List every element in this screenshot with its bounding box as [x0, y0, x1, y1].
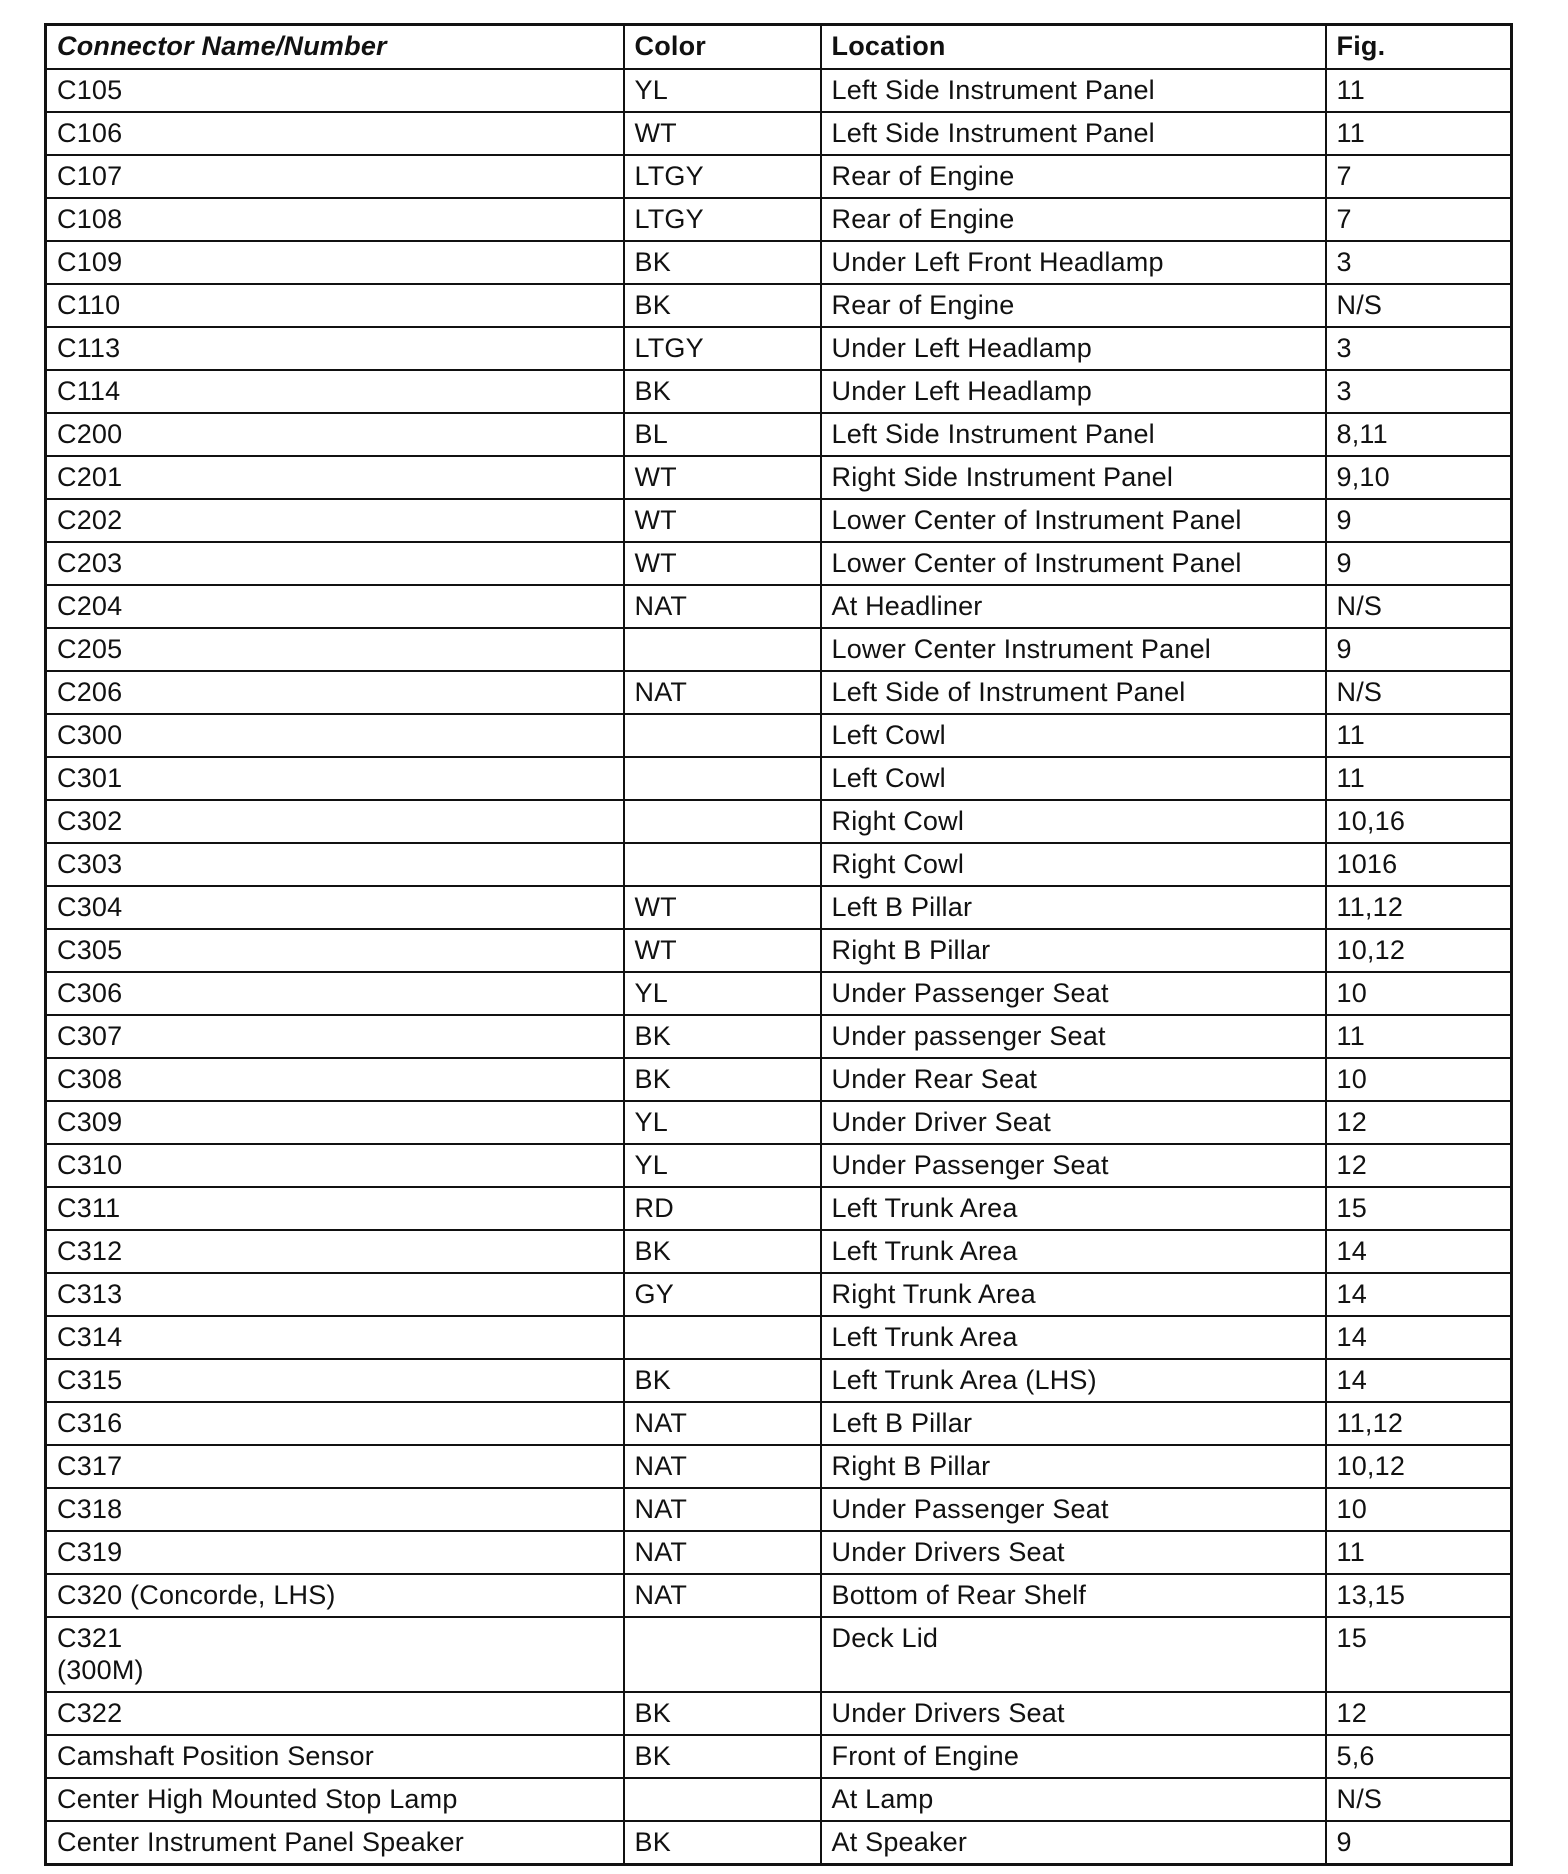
cell-color: BK	[624, 1058, 821, 1101]
cell-connector-name: C203	[46, 542, 624, 585]
column-header-fig: Fig.	[1326, 25, 1512, 70]
table-row	[46, 671, 1512, 714]
cell-location: Right B Pillar	[821, 929, 1326, 972]
table-row	[46, 542, 1512, 585]
table-row	[46, 1488, 1512, 1531]
table-row	[46, 757, 1512, 800]
cell-fig: 12	[1326, 1692, 1512, 1735]
cell-fig: 12	[1326, 1101, 1512, 1144]
cell-color	[624, 843, 821, 886]
cell-connector-name: Camshaft Position Sensor	[46, 1735, 624, 1778]
cell-location: Left Trunk Area	[821, 1187, 1326, 1230]
table-row	[46, 1273, 1512, 1316]
cell-color	[624, 1617, 821, 1692]
table-row	[46, 241, 1512, 284]
cell-fig: 10,12	[1326, 929, 1512, 972]
document-page	[44, 23, 1510, 1866]
cell-color: WT	[624, 499, 821, 542]
cell-connector-name: C308	[46, 1058, 624, 1101]
cell-fig: 14	[1326, 1359, 1512, 1402]
cell-connector-name: C205	[46, 628, 624, 671]
cell-connector-name: C315	[46, 1359, 624, 1402]
cell-color: BK	[624, 1692, 821, 1735]
table-row	[46, 1531, 1512, 1574]
cell-color: RD	[624, 1187, 821, 1230]
cell-fig: 14	[1326, 1316, 1512, 1359]
cell-fig: 10	[1326, 972, 1512, 1015]
cell-connector-name: C114	[46, 370, 624, 413]
cell-color: NAT	[624, 585, 821, 628]
cell-color: WT	[624, 456, 821, 499]
cell-connector-name: C316	[46, 1402, 624, 1445]
cell-connector-name: C300	[46, 714, 624, 757]
cell-connector-name: C302	[46, 800, 624, 843]
cell-fig: 11,12	[1326, 886, 1512, 929]
cell-fig: 14	[1326, 1230, 1512, 1273]
cell-connector-name: C309	[46, 1101, 624, 1144]
cell-color: WT	[624, 886, 821, 929]
table-row	[46, 1821, 1512, 1865]
table-row	[46, 1692, 1512, 1735]
cell-color	[624, 1316, 821, 1359]
table-row	[46, 714, 1512, 757]
cell-color: YL	[624, 972, 821, 1015]
table-row	[46, 1316, 1512, 1359]
cell-connector-name: C110	[46, 284, 624, 327]
cell-location: Right Cowl	[821, 800, 1326, 843]
cell-connector-name: C202	[46, 499, 624, 542]
table-row	[46, 929, 1512, 972]
cell-connector-name: C310	[46, 1144, 624, 1187]
cell-location: Left Side Instrument Panel	[821, 413, 1326, 456]
table-row	[46, 1617, 1512, 1692]
cell-fig: 11	[1326, 714, 1512, 757]
cell-color: BK	[624, 284, 821, 327]
cell-location: Rear of Engine	[821, 284, 1326, 327]
column-header-location: Location	[821, 25, 1326, 70]
table-row	[46, 628, 1512, 671]
table-row	[46, 370, 1512, 413]
cell-location: Left Side Instrument Panel	[821, 112, 1326, 155]
cell-location: Left Trunk Area	[821, 1316, 1326, 1359]
table-row	[46, 972, 1512, 1015]
table-row	[46, 327, 1512, 370]
table-row	[46, 198, 1512, 241]
cell-fig: 7	[1326, 155, 1512, 198]
table-row	[46, 1445, 1512, 1488]
table-row	[46, 284, 1512, 327]
cell-connector-name: C312	[46, 1230, 624, 1273]
column-header-color: Color	[624, 25, 821, 70]
cell-connector-name: C311	[46, 1187, 624, 1230]
table-row	[46, 1359, 1512, 1402]
table-row	[46, 1735, 1512, 1778]
cell-location: Left B Pillar	[821, 886, 1326, 929]
cell-location: Under Left Headlamp	[821, 327, 1326, 370]
table-row	[46, 1574, 1512, 1617]
cell-connector-name: C204	[46, 585, 624, 628]
cell-color: BK	[624, 1230, 821, 1273]
cell-fig: 11	[1326, 757, 1512, 800]
cell-location: Under Passenger Seat	[821, 972, 1326, 1015]
table-row	[46, 1015, 1512, 1058]
cell-connector-name: C106	[46, 112, 624, 155]
cell-connector-name: C201	[46, 456, 624, 499]
cell-fig: 10,12	[1326, 1445, 1512, 1488]
cell-connector-name: C322	[46, 1692, 624, 1735]
cell-location: Left B Pillar	[821, 1402, 1326, 1445]
cell-fig: 12	[1326, 1144, 1512, 1187]
cell-fig: 14	[1326, 1273, 1512, 1316]
cell-color: BL	[624, 413, 821, 456]
cell-location: Under passenger Seat	[821, 1015, 1326, 1058]
cell-location: Lower Center of Instrument Panel	[821, 499, 1326, 542]
cell-location: Front of Engine	[821, 1735, 1326, 1778]
cell-color: GY	[624, 1273, 821, 1316]
cell-connector-name: C113	[46, 327, 624, 370]
cell-fig: 9	[1326, 628, 1512, 671]
cell-fig: N/S	[1326, 671, 1512, 714]
cell-connector-name: C109	[46, 241, 624, 284]
connector-table	[44, 23, 1513, 1866]
cell-location: Under Driver Seat	[821, 1101, 1326, 1144]
cell-color: BK	[624, 1735, 821, 1778]
table-row	[46, 1402, 1512, 1445]
cell-color: BK	[624, 1359, 821, 1402]
cell-color: WT	[624, 112, 821, 155]
table-row	[46, 499, 1512, 542]
cell-fig: 11	[1326, 1531, 1512, 1574]
table-row	[46, 69, 1512, 112]
cell-color: BK	[624, 1015, 821, 1058]
cell-location: Under Drivers Seat	[821, 1531, 1326, 1574]
cell-fig: 3	[1326, 370, 1512, 413]
cell-fig: 11,12	[1326, 1402, 1512, 1445]
cell-location: Under Rear Seat	[821, 1058, 1326, 1101]
cell-fig: 11	[1326, 69, 1512, 112]
cell-location: Lower Center Instrument Panel	[821, 628, 1326, 671]
cell-fig: 9	[1326, 542, 1512, 585]
cell-fig: 10	[1326, 1058, 1512, 1101]
table-row	[46, 456, 1512, 499]
cell-fig: 9	[1326, 499, 1512, 542]
cell-location: Left Side Instrument Panel	[821, 69, 1326, 112]
cell-location: Left Side of Instrument Panel	[821, 671, 1326, 714]
cell-fig: N/S	[1326, 585, 1512, 628]
cell-location: Under Passenger Seat	[821, 1144, 1326, 1187]
cell-location: Under Left Front Headlamp	[821, 241, 1326, 284]
cell-color: BK	[624, 370, 821, 413]
cell-color: WT	[624, 542, 821, 585]
cell-location: Rear of Engine	[821, 155, 1326, 198]
table-row	[46, 1101, 1512, 1144]
table-row	[46, 1230, 1512, 1273]
cell-color	[624, 800, 821, 843]
cell-location: Rear of Engine	[821, 198, 1326, 241]
cell-connector-name: C105	[46, 69, 624, 112]
cell-color: BK	[624, 1821, 821, 1865]
cell-color: LTGY	[624, 327, 821, 370]
table-row	[46, 585, 1512, 628]
table-row	[46, 800, 1512, 843]
cell-connector-name: C206	[46, 671, 624, 714]
cell-location: Right B Pillar	[821, 1445, 1326, 1488]
cell-fig: 8,11	[1326, 413, 1512, 456]
cell-connector-name: C107	[46, 155, 624, 198]
cell-color: LTGY	[624, 155, 821, 198]
cell-connector-name: C200	[46, 413, 624, 456]
cell-connector-name: C307	[46, 1015, 624, 1058]
table-row	[46, 1144, 1512, 1187]
cell-color: NAT	[624, 671, 821, 714]
cell-color: NAT	[624, 1445, 821, 1488]
cell-color	[624, 1778, 821, 1821]
table-row	[46, 886, 1512, 929]
cell-location: Deck Lid	[821, 1617, 1326, 1692]
cell-color	[624, 714, 821, 757]
cell-location: At Speaker	[821, 1821, 1326, 1865]
cell-location: Left Trunk Area	[821, 1230, 1326, 1273]
table-row	[46, 413, 1512, 456]
cell-fig: 11	[1326, 1015, 1512, 1058]
cell-fig: N/S	[1326, 284, 1512, 327]
cell-fig: 13,15	[1326, 1574, 1512, 1617]
table-row	[46, 155, 1512, 198]
cell-fig: 9	[1326, 1821, 1512, 1865]
cell-fig: 10,16	[1326, 800, 1512, 843]
cell-location: Left Cowl	[821, 714, 1326, 757]
table-body	[46, 69, 1512, 1865]
table-row	[46, 1058, 1512, 1101]
cell-color: WT	[624, 929, 821, 972]
cell-color	[624, 757, 821, 800]
cell-color: NAT	[624, 1402, 821, 1445]
cell-connector-name: Center Instrument Panel Speaker	[46, 1821, 624, 1865]
table-row	[46, 1778, 1512, 1821]
cell-fig: 11	[1326, 112, 1512, 155]
cell-fig: 10	[1326, 1488, 1512, 1531]
cell-connector-name: C318	[46, 1488, 624, 1531]
cell-location: Lower Center of Instrument Panel	[821, 542, 1326, 585]
cell-color: NAT	[624, 1488, 821, 1531]
cell-location: Left Cowl	[821, 757, 1326, 800]
cell-location: Under Drivers Seat	[821, 1692, 1326, 1735]
cell-connector-name: C317	[46, 1445, 624, 1488]
cell-color: YL	[624, 1101, 821, 1144]
table-header-row	[46, 25, 1512, 70]
cell-color: NAT	[624, 1531, 821, 1574]
cell-location: Under Left Headlamp	[821, 370, 1326, 413]
cell-fig: 3	[1326, 327, 1512, 370]
cell-fig: 9,10	[1326, 456, 1512, 499]
cell-fig: N/S	[1326, 1778, 1512, 1821]
column-header-connector-name: Connector Name/Number	[46, 25, 624, 70]
cell-connector-name: C305	[46, 929, 624, 972]
cell-connector-name: C314	[46, 1316, 624, 1359]
cell-color: YL	[624, 69, 821, 112]
cell-fig: 5,6	[1326, 1735, 1512, 1778]
cell-connector-name: C319	[46, 1531, 624, 1574]
table-row	[46, 112, 1512, 155]
cell-fig: 1016	[1326, 843, 1512, 886]
cell-location: At Headliner	[821, 585, 1326, 628]
cell-location: Left Trunk Area (LHS)	[821, 1359, 1326, 1402]
cell-connector-name: C108	[46, 198, 624, 241]
cell-connector-name: C313	[46, 1273, 624, 1316]
cell-fig: 15	[1326, 1187, 1512, 1230]
cell-connector-name: C320 (Concorde, LHS)	[46, 1574, 624, 1617]
cell-connector-name: C303	[46, 843, 624, 886]
cell-color: LTGY	[624, 198, 821, 241]
cell-color: NAT	[624, 1574, 821, 1617]
cell-connector-name: Center High Mounted Stop Lamp	[46, 1778, 624, 1821]
cell-color: YL	[624, 1144, 821, 1187]
cell-location: Right Cowl	[821, 843, 1326, 886]
cell-color	[624, 628, 821, 671]
cell-connector-name: C304	[46, 886, 624, 929]
cell-fig: 3	[1326, 241, 1512, 284]
cell-location: At Lamp	[821, 1778, 1326, 1821]
cell-connector-name: C306	[46, 972, 624, 1015]
cell-location: Right Side Instrument Panel	[821, 456, 1326, 499]
table-row	[46, 1187, 1512, 1230]
cell-connector-name: C301	[46, 757, 624, 800]
cell-color: BK	[624, 241, 821, 284]
cell-location: Right Trunk Area	[821, 1273, 1326, 1316]
cell-fig: 15	[1326, 1617, 1512, 1692]
cell-connector-name: C321 (300M)	[46, 1617, 624, 1692]
cell-fig: 7	[1326, 198, 1512, 241]
cell-location: Bottom of Rear Shelf	[821, 1574, 1326, 1617]
table-row	[46, 843, 1512, 886]
cell-location: Under Passenger Seat	[821, 1488, 1326, 1531]
